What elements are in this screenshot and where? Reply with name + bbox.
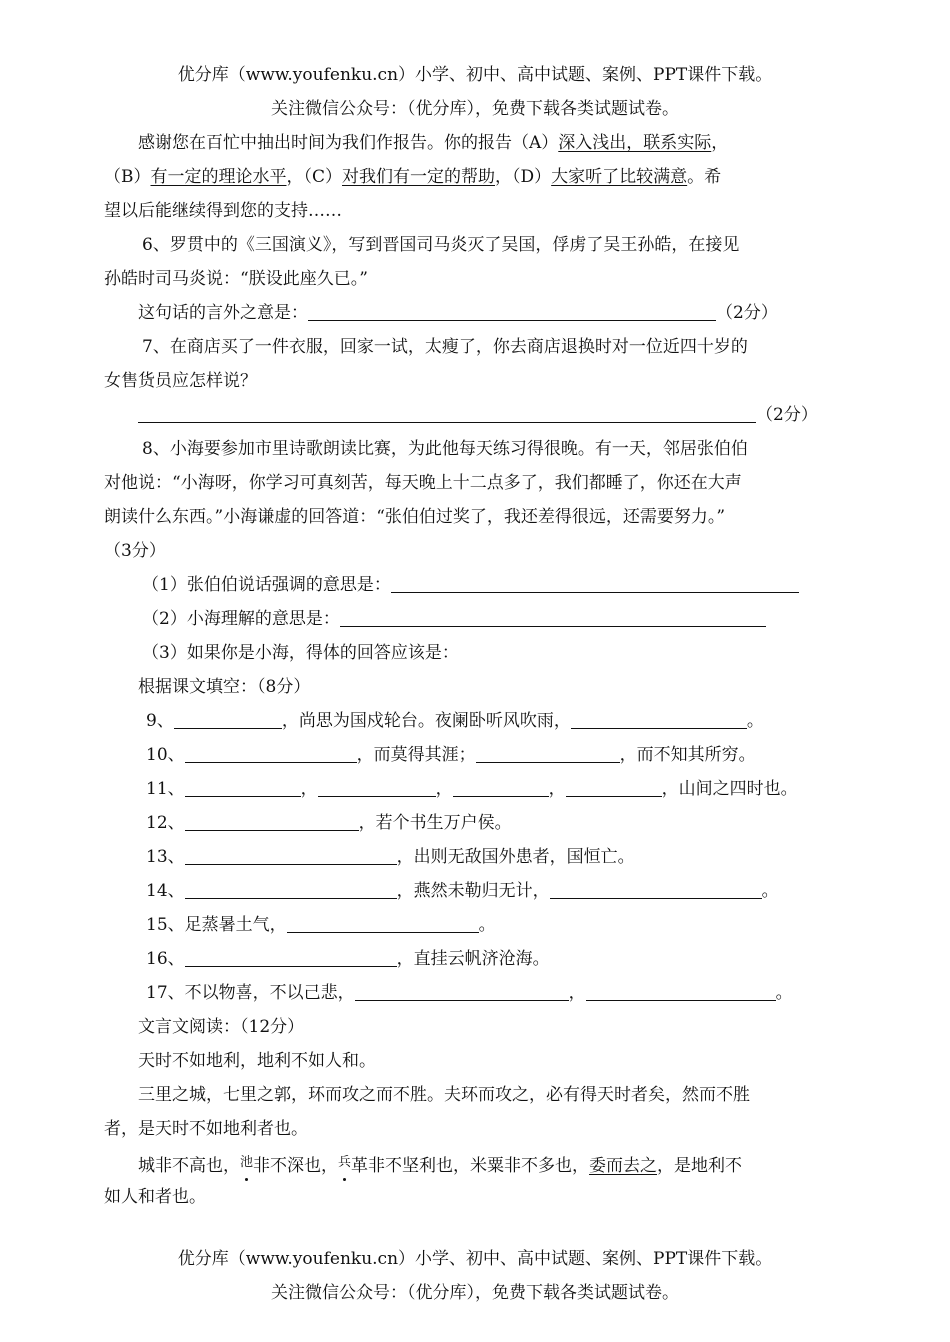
- option-c-underlined: 对我们有一定的帮助: [342, 167, 496, 187]
- q14-num: 14、: [146, 881, 185, 901]
- q9-mid: ，尚思为国戍轮台。夜阑卧听风吹雨，: [281, 711, 571, 731]
- classical-p3-line-2: 如人和者也。: [104, 1187, 206, 1207]
- q8-score: （3分）: [104, 541, 166, 561]
- q13-end: ，出则无敌国外患者，国恒亡。: [396, 847, 635, 867]
- q15-start: 15、足蒸暑土气，: [146, 915, 287, 935]
- q7-answer-blank[interactable]: [138, 406, 756, 423]
- q6-line-1: 6、罗贯中的《三国演义》，写到晋国司马炎灭了吴国，俘虏了吴王孙皓，在接见: [142, 235, 740, 255]
- q12-num: 12、: [146, 813, 185, 833]
- q12-line: [146, 812, 512, 834]
- q16-line: [146, 948, 550, 970]
- option-a-underlined: 深入浅出，联系实际: [558, 133, 712, 153]
- q17-mid: ，: [568, 983, 586, 1003]
- q8-sub-1-blank[interactable]: [391, 576, 799, 593]
- q8-sub-2-blank[interactable]: [340, 610, 766, 627]
- dotted-char-chi: 池: [240, 1152, 253, 1174]
- q11-num: 11、: [146, 779, 185, 799]
- q11-blank-1[interactable]: [185, 780, 301, 797]
- q6-answer-label: 这句话的言外之意是：: [138, 303, 308, 323]
- q7-answer-line: [138, 404, 818, 426]
- section5-line-3: 望以后能继续得到您的支持……: [104, 201, 342, 221]
- classical-p2-line-2: 者，是天时不如地利者也。: [104, 1119, 308, 1139]
- q15-line: [146, 914, 496, 936]
- classical-p1: 天时不如地利，地利不如人和。: [138, 1051, 376, 1071]
- classical-p3-c: 革非不坚利也，米粟非不多也，: [351, 1156, 590, 1176]
- q11-sep-1: ，: [300, 779, 318, 799]
- q10-num: 10、: [146, 745, 185, 765]
- q8-sub-3: （3）如果你是小海，得体的回答应该是：: [142, 643, 459, 663]
- q8-sub-1-label: （1）张伯伯说话强调的意思是：: [142, 575, 391, 595]
- q14-line: [146, 880, 779, 902]
- header-line-2: 关注微信公众号：（优分库），免费下载各类试题试卷。: [271, 99, 679, 119]
- option-d-label: ，（D）: [495, 167, 552, 187]
- q11-blank-3[interactable]: [453, 780, 549, 797]
- q9-num: 9、: [146, 711, 174, 731]
- q10-blank-2[interactable]: [476, 746, 620, 763]
- q14-blank-2[interactable]: [550, 882, 762, 899]
- q9-blank-1[interactable]: [174, 712, 282, 729]
- q6-answer-blank[interactable]: [308, 304, 716, 321]
- q16-num: 16、: [146, 949, 185, 969]
- q10-blank-1[interactable]: [185, 746, 357, 763]
- footer-line-2: 关注微信公众号：（优分库），免费下载各类试题试卷。: [271, 1283, 679, 1303]
- q11-blank-2[interactable]: [318, 780, 436, 797]
- q13-blank[interactable]: [185, 848, 397, 865]
- q7-score: （2分）: [756, 405, 818, 425]
- q8-sub-2-label: （2）小海理解的意思是：: [142, 609, 340, 629]
- q10-line: [146, 744, 756, 766]
- q17-end: 。: [775, 983, 793, 1003]
- option-d-underlined: 大家听了比较满意: [551, 167, 688, 187]
- option-b-label: （B）: [104, 167, 151, 187]
- header-line-1: 优分库（www.youfenku.cn）小学、初中、高中试题、案例、PPT课件下载。: [177, 65, 773, 85]
- q13-num: 13、: [146, 847, 185, 867]
- q14-mid: ，燕然未勒归无计，: [396, 881, 550, 901]
- option-c-label: ，（C）: [286, 167, 343, 187]
- classical-p2-line-1: 三里之城，七里之郭，环而攻之而不胜。夫环而攻之，必有得天时者矣，然而不胜: [138, 1085, 750, 1105]
- q11-blank-4[interactable]: [566, 780, 662, 797]
- q10-mid: ，而莫得其涯；: [356, 745, 476, 765]
- q10-end: ，而不知其所穷。: [619, 745, 756, 765]
- q12-blank[interactable]: [185, 814, 359, 831]
- q15-blank[interactable]: [287, 916, 479, 933]
- q8-line-2: 对他说：“小海呀，你学习可真刻苦，每天晚上十二点多了，我们都睡了，你还在大声: [104, 473, 742, 493]
- q11-end: ，山间之四时也。: [661, 779, 798, 799]
- section5-end: 。希: [687, 167, 722, 187]
- q8-line-1: 8、小海要参加市里诗歌朗读比赛，为此他每天练习得很晚。有一天，邻居张伯伯: [142, 439, 748, 459]
- q17-blank-1[interactable]: [355, 984, 569, 1001]
- q11-line: [146, 778, 798, 800]
- classical-title: 文言文阅读：（12分）: [138, 1017, 305, 1037]
- classical-p3-b: 非不深也，: [253, 1156, 339, 1176]
- q16-end: ，直挂云帆济沧海。: [396, 949, 550, 969]
- q6-line-2: 孙皓时司马炎说：“朕设此座久已。”: [104, 269, 368, 289]
- q12-end: ，若个书生万户侯。: [358, 813, 512, 833]
- classical-underlined-phrase: 委而去之: [589, 1156, 658, 1176]
- q11-sep-2: ，: [435, 779, 453, 799]
- q15-end: 。: [478, 915, 496, 935]
- q7-line-1: 7、在商店买了一件衣服，回家一试，太瘦了，你去商店退换时对一位近四十岁的: [142, 337, 748, 357]
- dotted-char-bing: 兵: [338, 1152, 351, 1174]
- section5-text: 感谢您在百忙中抽出时间为我们作报告。你的报告（A）: [138, 133, 559, 153]
- q8-line-3: 朗读什么东西。”小海谦虚的回答道：“张伯伯过奖了，我还差得很远，还需要努力。”: [104, 507, 726, 527]
- section5-line-1: [138, 132, 728, 154]
- q9-end: 。: [746, 711, 764, 731]
- q8-sub-2: [142, 608, 766, 630]
- classical-p3-a: 城非不高也，: [138, 1156, 240, 1176]
- q8-sub-1: [142, 574, 799, 596]
- q9-blank-2[interactable]: [571, 712, 747, 729]
- q6-score: （2分）: [716, 303, 778, 323]
- q11-sep-3: ，: [548, 779, 566, 799]
- classical-p3-d: ，是地利不: [657, 1156, 743, 1176]
- q13-line: [146, 846, 635, 868]
- section5-line-2: [104, 166, 721, 188]
- footer-line-1: 优分库（www.youfenku.cn）小学、初中、高中试题、案例、PPT课件下载。: [177, 1249, 773, 1269]
- q14-end: 。: [761, 881, 779, 901]
- q14-blank-1[interactable]: [185, 882, 397, 899]
- q17-start: 17、不以物喜，不以己悲，: [146, 983, 355, 1003]
- q6-answer-line: [138, 302, 778, 324]
- q7-line-2: 女售货员应怎样说？: [104, 371, 257, 391]
- classical-p3-line-1: [138, 1152, 742, 1177]
- section5-comma: ，: [711, 133, 729, 153]
- fill-title: 根据课文填空：（8分）: [138, 677, 311, 697]
- q17-blank-2[interactable]: [586, 984, 776, 1001]
- option-b-underlined: 有一定的理论水平: [150, 167, 287, 187]
- q16-blank[interactable]: [185, 950, 397, 967]
- q9-line: [146, 710, 764, 732]
- q17-line: [146, 982, 793, 1004]
